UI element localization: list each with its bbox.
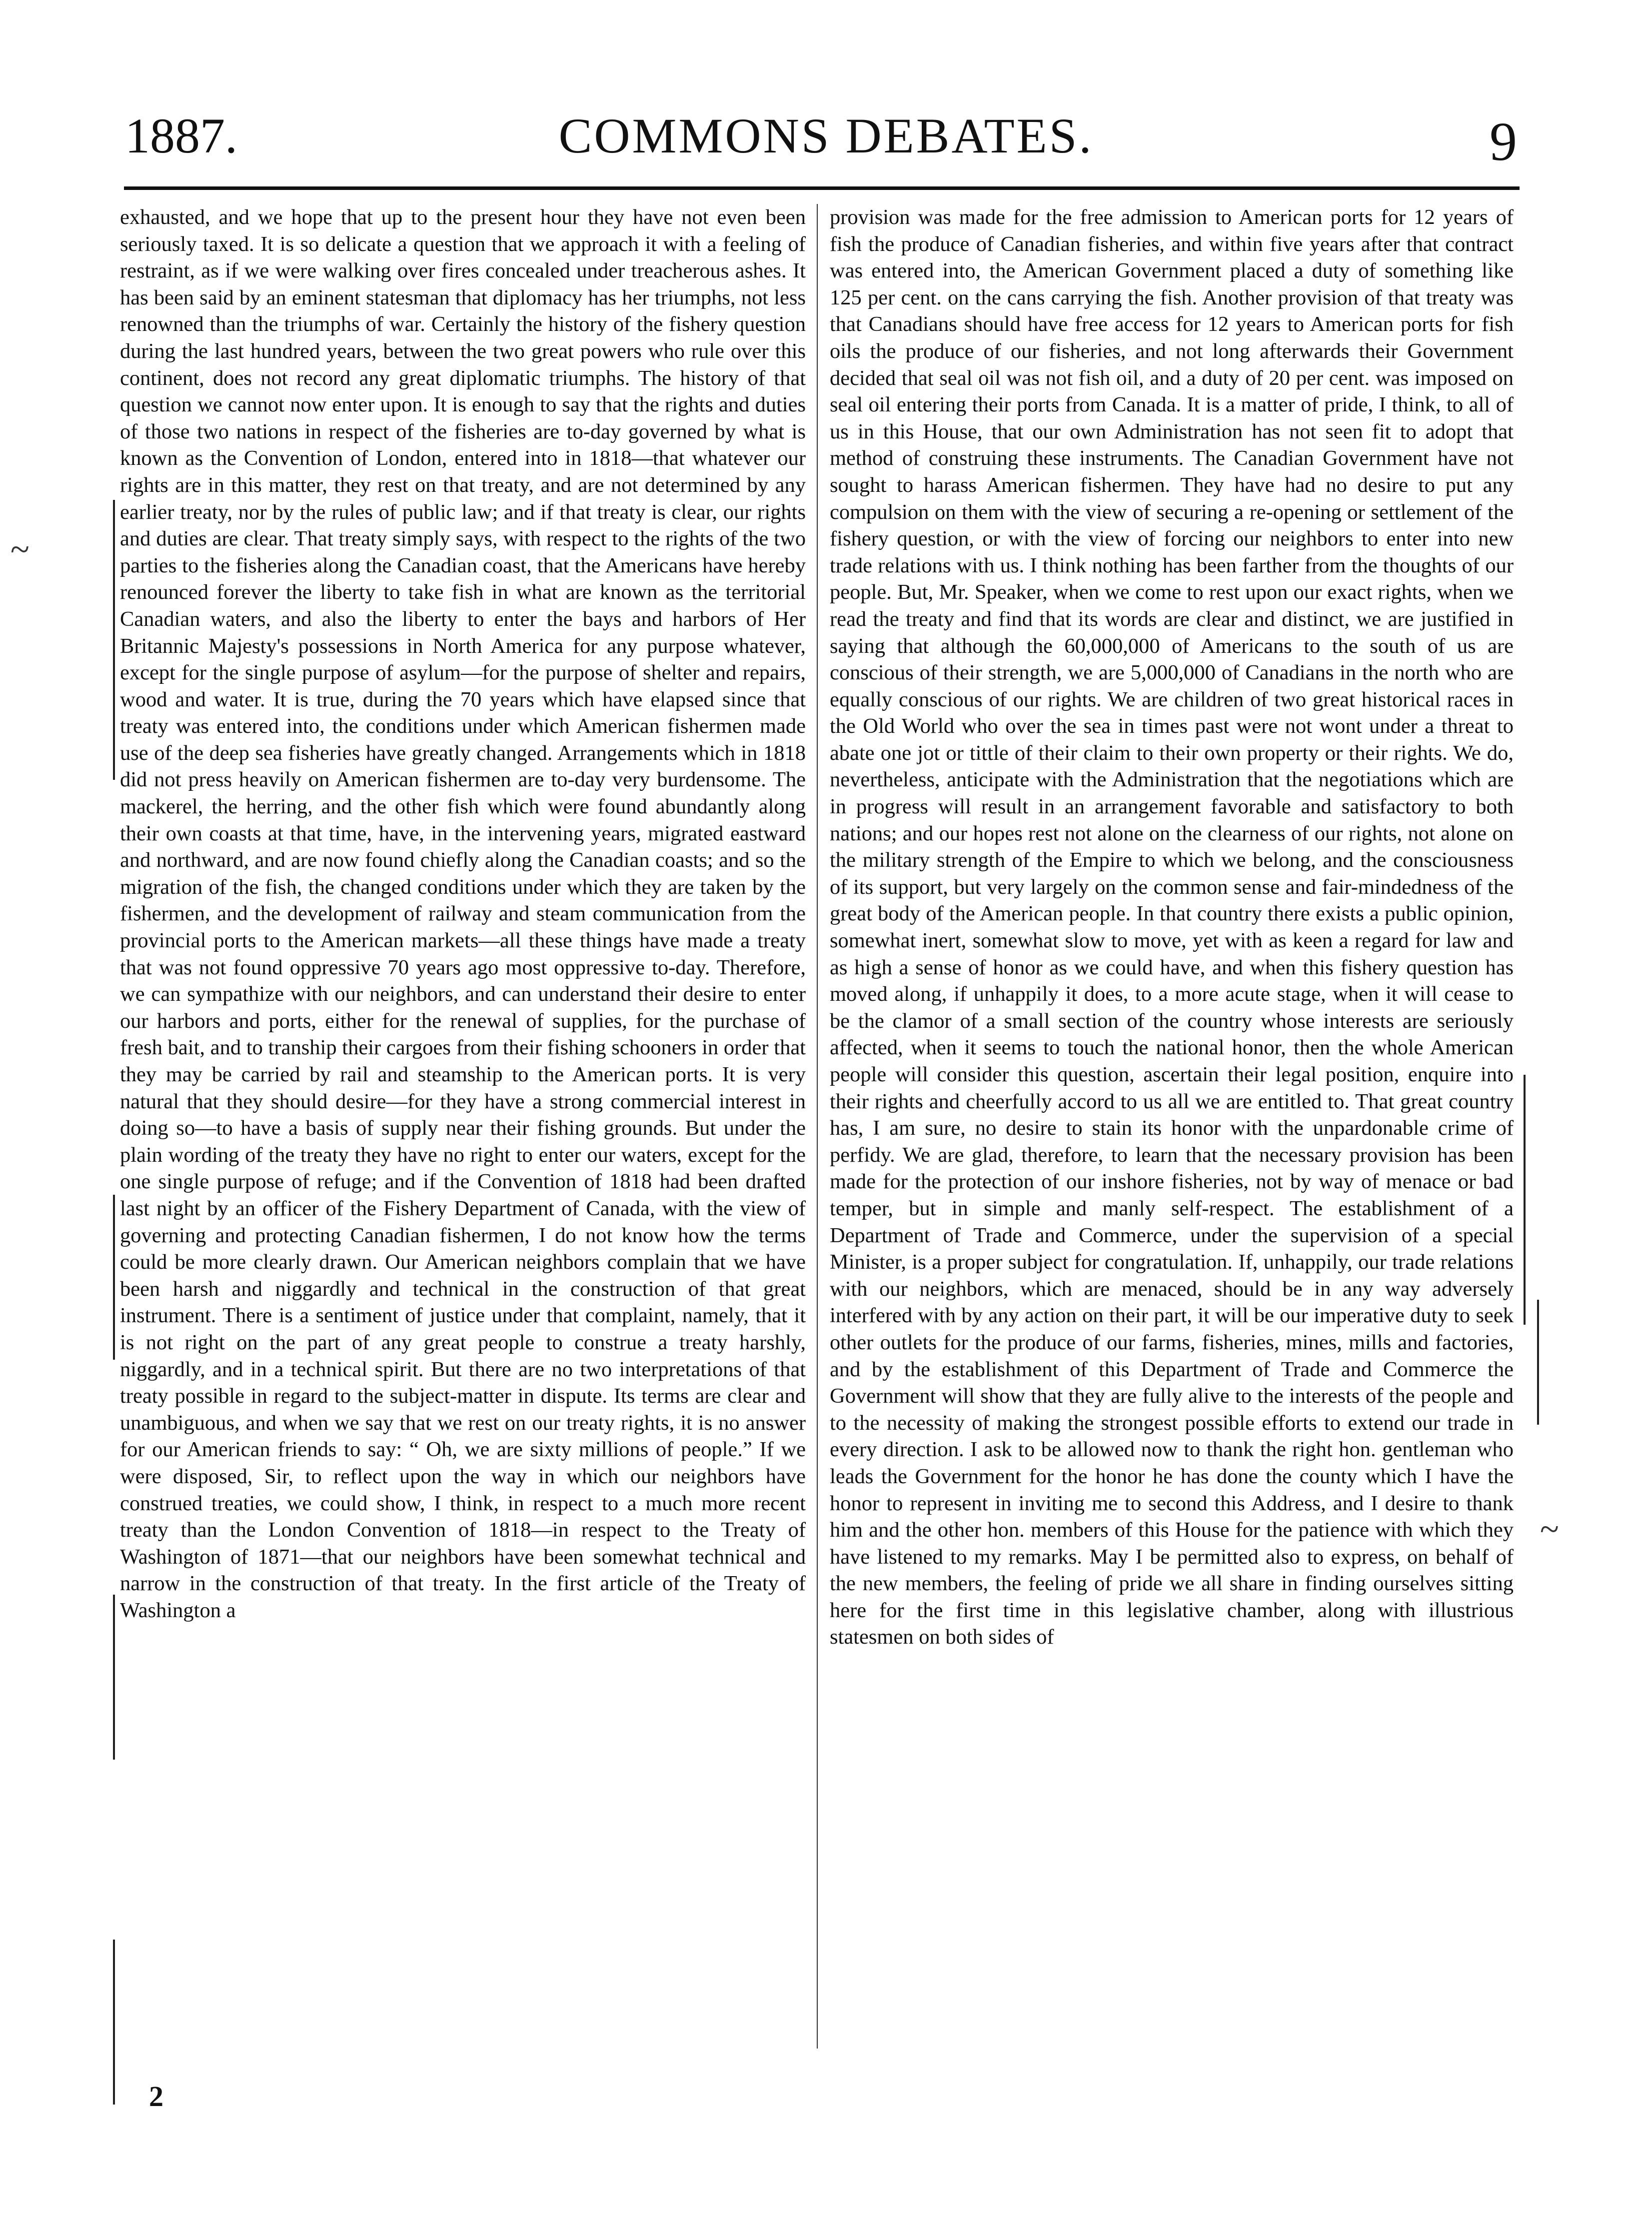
left-column-text: exhausted, and we hope that up to the present hour they have not even been seriously taxed. It is so delicate a question that we approach it with a feeling of restraint, as if we were walking over fires concealed under treacherous ashes. It has been said by an eminent statesman that diplomacy has her triumphs, not less renowned than the triumphs of war. Certainly the history of the fishery question during the last hundred years, between the two great powers who rule over this continent, does not record any great diplomatic triumphs. The history of that question we cannot now enter upon. It is enough to say that the rights and duties of those two nations in respect of the fisheries are to-day governed by what is known as the Convention of London, entered into in 1818—that whatever our rights are in this matter, they rest on that treaty, and are not determined by any earlier treaty, nor by the rules of public law; and if that treaty is clear, our rights and duties are clear. That treaty simply says, with respect to the rights of the two parties to the fisheries along the Canadian coast, that the Americans have hereby renounced forever the liberty to take fish in what are known as the territorial Canadian waters, and also the liberty to enter the bays and harbors of Her Britannic Majesty's possessions in North America for any purpose whatever, except for the single purpose of asylum—for the purpose of shelter and repairs, wood and water. It is true, during the 70 years which have elapsed since that treaty was entered into, the conditions under which American fishermen made use of the deep sea fisheries have greatly changed. Arrangements which in 1818 did not press heavily on American fishermen are to-day very burdensome. The mackerel, the herring, and the other fish which were found abundantly along their own coasts at that time, have, in the intervening years, migrated eastward and northward, and are now found chiefly along the Canadian coasts; and so the migration of the fish, the changed conditions under which they are taken by the fishermen, and the development of railway and steam communication from the provincial ports to the American markets—all these things have made a treaty that was not found oppressive 70 years ago most oppressive to-day. Therefore, we can sympathize with our neighbors, and can understand their desire to enter our harbors and ports, either for the renewal of supplies, for the purchase of fresh bait, and to tranship their cargoes from their fishing schooners in order that they may be carried by rail and steamship to the American ports. It is very natural that they should desire—for they have a strong commercial interest in doing so—to have a basis of supply near their fishing grounds. But under the plain wording of the treaty they have no right to enter our waters, except for the one single purpose of refuge; and if the Convention of 1818 had been drafted last night by an officer of the Fishery Department of Canada, with the view of governing and protecting Canadian fishermen, I do not know how the terms could be more clearly drawn. Our American neighbors complain that we have been harsh and niggardly and technical in the construction of that great instrument. There is a sentiment of justice under that complaint, namely, that it is not right on the part of any great people to construe a treaty harshly, niggardly, and in a technical spirit. But there are no two interpretations of that treaty possible in regard to the subject-matter in dispute. Its terms are clear and unambiguous, and when we say that we rest on our treaty rights, it is no answer for our American friends to say: “ Oh, we are sixty millions of people.” If we were disposed, Sir, to reflect upon the way in which our neighbors have construed treaties, we could show, I think, in respect to a much more recent treaty than the London Convention of 1818—in respect to the Treaty of Washington of 1871—that our neighbors have been somewhat technical and narrow in the construction of that treaty. In the first article of the Treaty of Washington a [120,205,806,1622]
right-column-text: provision was made for the free admission to American ports for 12 years of fish the produce of Canadian fisheries, and within five years after that contract was entered into, the American Government placed a duty of something like 125 per cent. on the cans carrying the fish. Another provision of that treaty was that Canadians should have free access for 12 years to American ports for fish oils the produce of our fisheries, and not long afterwards their Government decided that seal oil was not fish oil, and a duty of 20 per cent. was imposed on seal oil entering their ports from Canada. It is a matter of pride, I think, to all of us in this House, that our own Administration has not seen fit to adopt that method of construing these instruments. The Canadian Government have not sought to harass American fishermen. They have had no desire to put any compulsion on them with the view of securing a re-opening or settlement of the fishery question, or with the view of forcing our neighbors to enter into new trade relations with us. I think nothing has been farther from the thoughts of our people. But, Mr. Speaker, when we come to rest upon our exact rights, when we read the treaty and find that its words are clear and distinct, we are justified in saying that although the 60,000,000 of Americans to the south of us are conscious of their strength, we are 5,000,000 of Canadians in the north who are equally conscious of our rights. We are children of two great historical races in the Old World who over the sea in times past were not wont under a threat to abate one jot or tittle of their claim to their own property or their rights. We do, nevertheless, anticipate with the Administration that the negotiations which are in progress will result in an arrangement favorable and satisfactory to both nations; and our hopes rest not alone on the clearness of our rights, not alone on the military strength of the Empire to which we belong, and the consciousness of its support, but very largely on the common sense and fair-mindedness of the great body of the American people. In that country there exists a public opinion, somewhat inert, somewhat slow to move, yet with as keen a regard for law and as high a sense of honor as we could have, and when this fishery question has moved along, if unhappily it does, to a more acute stage, when it will cease to be the clamor of a small section of the country whose interests are seriously affected, when it seems to touch the national honor, then the whole American people will consider this question, ascertain their legal position, enquire into their rights and cheerfully accord to us all we are entitled to. That great country has, I am sure, no desire to stain its honor with the unpardonable crime of perfidy. We are glad, therefore, to learn that the necessary provision has been made for the protection of our inshore fisheries, not by way of menace or bad temper, but in simple and manly self-respect. The establishment of a Department of Trade and Commerce, under the supervision of a special Minister, is a proper subject for congratulation. If, unhappily, our trade relations with our neighbors, which are menaced, should be in any way adversely interfered with by any action on their part, it will be our imperative duty to seek other outlets for the produce of our farms, fisheries, mines, mills and factories, and by the establishment of this Department of Trade and Commerce the Government will show that they are fully alive to the interests of the people and to the necessity of making the strongest possible efforts to extend our trade in every direction. I ask to be allowed now to thank the right hon. gentleman who leads the Government for the honor he has done the county which I have the honor to represent in inviting me to second this Address, and I desire to thank him and the other hon. members of this House for the patience with which they have listened to my remarks. May I be permitted also to express, on behalf of the new members, the feeling of pride we all share in finding ourselves sitting here for the first time in this legislative chamber, along with illustrious statesmen on both sides of [830,205,1514,1649]
signature-mark: 2 [149,2080,163,2113]
margin-bracket-left-1 [113,500,115,780]
page-year: 1887. [125,108,237,163]
margin-bracket-left-4 [113,1940,115,2105]
margin-scribble-left: ~ [10,530,29,569]
page-title: COMMONS DEBATES. [558,108,1094,163]
column-divider [817,204,818,2049]
left-column [120,204,806,1624]
margin-bracket-left-3 [113,1595,115,1760]
margin-bracket-right-1 [1524,1075,1526,1325]
margin-bracket-left-2 [113,1195,115,1360]
margin-scribble-right: ~ [1540,1510,1559,1549]
page-number: 9 [1490,111,1517,172]
right-column [830,204,1514,1651]
header-rule [124,186,1520,190]
margin-bracket-right-2 [1537,1300,1539,1425]
